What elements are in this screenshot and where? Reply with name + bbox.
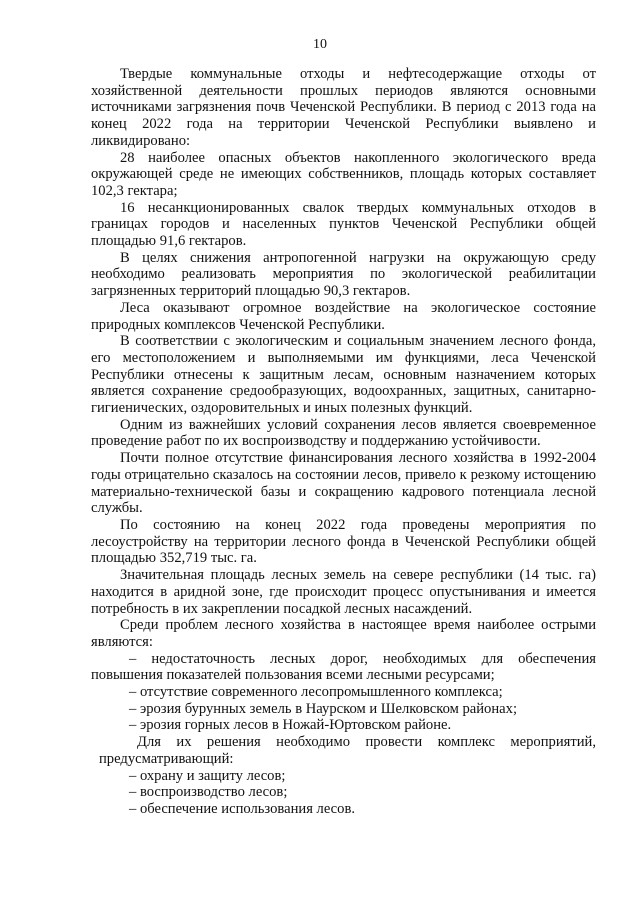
paragraph-hazard-objects: 28 наиболее опасных объектов накопленного экологического вреда окружающей среде не имеющих собственников, площадь которых составляет 102,3 гектара; — [91, 149, 596, 199]
paragraph-waste-sources: Твердые коммунальные отходы и нефтесодержащие отходы от хозяйственной деятельности прошлых периодов являются основными источниками загрязнения почв Чеченской Республики. В период с 2013 года на конец 2022 года на территории Чеченской Республики выявлено и ликвидировано: — [91, 66, 596, 149]
paragraph-solution-intro: Для их решения необходимо провести комплекс мероприятий, предусматривающий: — [99, 734, 596, 767]
paragraph-funding: Почти полное отсутствие финансирования лесного хозяйства в 1992-2004 годы отрицательно сказалось на состоянии лесов, привело к резкому истощению материально-технической базы и сокращению кадрового потенциала лесной службы. — [91, 450, 596, 517]
paragraph-rehabilitation: В целях снижения антропогенной нагрузки на окружающую среду необходимо реализовать мероприятия по экологической реабилитации загрязненных территорий площадью 90,3 гектаров. — [91, 249, 596, 300]
problem-list-item: – недостаточность лесных дорог, необходимых для обеспечения повышения показателей пользования всеми лесными ресурсами; — [91, 650, 596, 684]
document-body — [91, 66, 596, 818]
paragraph-forest-impact: Леса оказывают огромное воздействие на экологическое состояние природных комплексов Чеченской Республики. — [91, 299, 596, 333]
paragraph-problems-intro: Среди проблем лесного хозяйства в настоящее время наиболее острыми являются: — [91, 617, 596, 650]
problem-list-item: – отсутствие современного лесопромышленного комплекса; — [129, 684, 503, 701]
measure-list-item: – воспроизводство лесов; — [129, 784, 288, 801]
problem-list-item: – эрозия бурунных земель в Наурском и Шелковском районах; — [129, 700, 517, 717]
paragraph-reproduction: Одним из важнейших условий сохранения лесов является своевременное проведение работ по их воспроизводству и поддержанию устойчивости. — [91, 416, 596, 450]
paragraph-forest-inventory: По состоянию на конец 2022 года проведены мероприятия по лесоустройству на территории лесного фонда в Чеченской Республики общей площадью 352,719 тыс. га. — [91, 516, 596, 567]
page-number: 10 — [313, 37, 327, 52]
paragraph-forest-function: В соответствии с экологическим и социальным значением лесного фонда, его местоположением и выполняемыми им функциями, леса Чеченской Республики отнесены к защитным лесам, основным назначением которых является сохранение средообразующих, водоохранных, защитных, санитарно-гигиенических, оздоровительных и иных полезных функций. — [91, 333, 596, 417]
paragraph-arid-zone: Значительная площадь лесных земель на севере республики (14 тыс. га) находится в аридной зоне, где происходит процесс опустынивания и имеется потребность в их закреплении посадкой лесных насаждений. — [91, 567, 596, 617]
measure-list-item: – охрану и защиту лесов; — [129, 767, 286, 784]
problem-list-item: – эрозия горных лесов в Ножай-Юртовском районе. — [129, 717, 452, 734]
measure-list-item: – обеспечение использования лесов. — [129, 800, 355, 817]
paragraph-unauthorized-dumps: 16 несанкционированных свалок твердых коммунальных отходов в границах городов и населенных пунктов Чеченской Республики общей площадью 91,6 гектаров. — [91, 199, 596, 250]
